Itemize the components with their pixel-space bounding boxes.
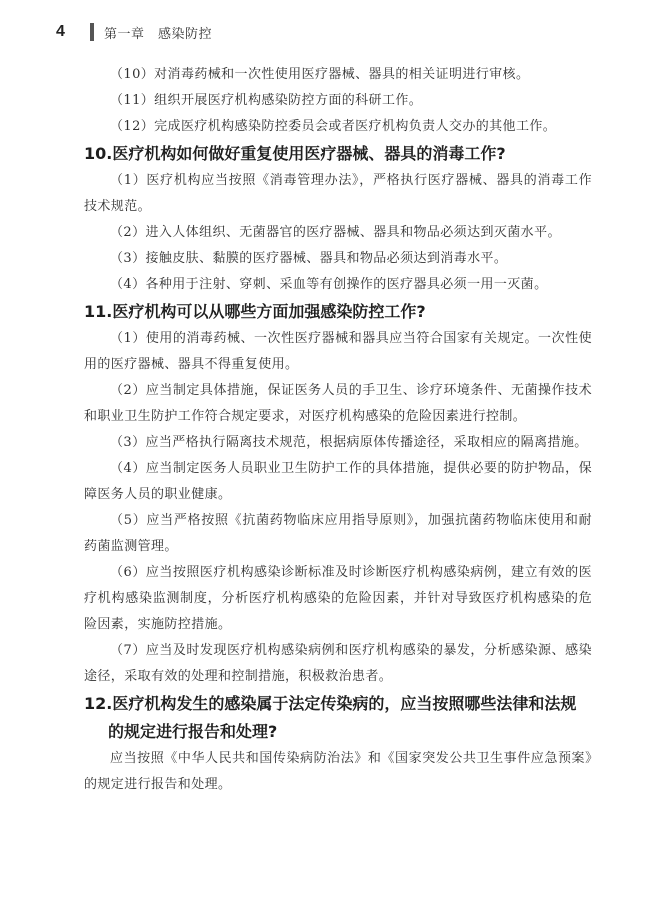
list-item: （2）进入人体组织、无菌器官的医疗器械、器具和物品必须达到灭菌水平。	[110, 225, 561, 240]
list-item: （1）使用的消毒药械、一次性医疗器械和器具应当符合国家有关规定。一次性使用的医疗器械、器具不得重复使用。	[84, 331, 592, 372]
list-item: （3）应当严格执行隔离技术规范，根据病原体传播途径，采取相应的隔离措施。	[110, 435, 588, 450]
list-item: （6）应当按照医疗机构感染诊断标准及时诊断医疗机构感染病例，建立有效的医疗机构感染监测制度，分析医疗机构感染的危险因素，并针对导致医疗机构感染的危险因素，实施防控措施。	[84, 565, 592, 632]
list-item: （4）应当制定医务人员职业卫生防护工作的具体措施，提供必要的防护物品，保障医务人员的职业健康。	[84, 461, 592, 502]
list-item: （1）医疗机构应当按照《消毒管理办法》，严格执行医疗器械、器具的消毒工作技术规范。	[84, 173, 592, 214]
list-item: （2）应当制定具体措施，保证医务人员的手卫生、诊疗环境条件、无菌操作技术和职业卫生防护工作符合规定要求，对医疗机构感染的危险因素进行控制。	[84, 383, 592, 424]
question-10-heading: 10.医疗机构如何做好重复使用医疗器械、器具的消毒工作?	[84, 144, 506, 163]
page-header	[56, 20, 212, 44]
list-item: （12）完成医疗机构感染防控委员会或者医疗机构负责人交办的其他工作。	[110, 119, 557, 134]
question-12-heading: 12.医疗机构发生的感染属于法定传染病的，应当按照哪些法律和法规的规定进行报告和处理?	[84, 694, 577, 741]
page-body	[84, 62, 592, 798]
chapter-title: 第一章 感染防控	[104, 26, 213, 42]
list-item: （7）应当及时发现医疗机构感染病例和医疗机构感染的暴发，分析感染源、感染途径，采取有效的处理和控制措施，积极救治患者。	[84, 643, 592, 684]
header-divider-bar	[90, 23, 94, 41]
list-item: （4）各种用于注射、穿刺、采血等有创操作的医疗器具必须一用一灭菌。	[110, 277, 548, 292]
list-item: （10）对消毒药械和一次性使用医疗器械、器具的相关证明进行审核。	[110, 67, 530, 82]
page-number: 4	[56, 23, 65, 40]
list-item: （5）应当严格按照《抗菌药物临床应用指导原则》，加强抗菌药物临床使用和耐药菌监测管理。	[84, 513, 592, 554]
question-11-heading: 11.医疗机构可以从哪些方面加强感染防控工作?	[84, 302, 426, 321]
list-item: （3）接触皮肤、黏膜的医疗器械、器具和物品必须达到消毒水平。	[110, 251, 508, 266]
list-item: （11）组织开展医疗机构感染防控方面的科研工作。	[110, 93, 423, 108]
answer-paragraph: 应当按照《中华人民共和国传染病防治法》和《国家突发公共卫生事件应急预案》的规定进行报告和处理。	[84, 751, 592, 792]
